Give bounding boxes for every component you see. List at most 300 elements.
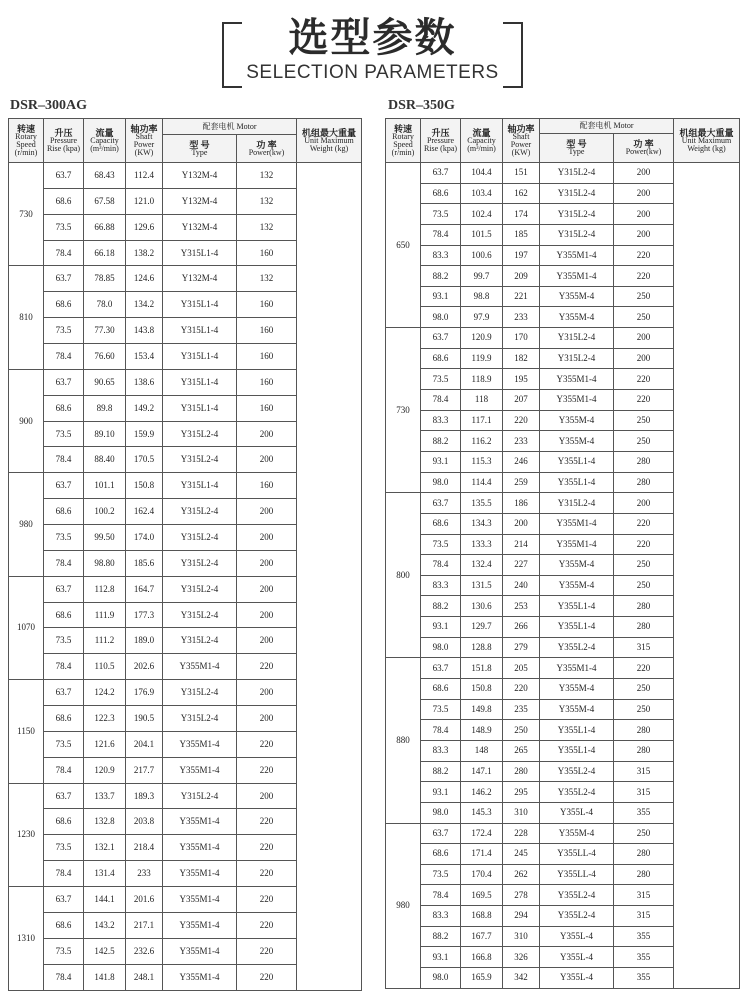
shaft-power-cell: 265 — [503, 740, 540, 761]
capacity-cell: 98.80 — [84, 550, 126, 576]
motor-power-cell: 200 — [237, 525, 297, 551]
pressure-cell: 68.6 — [44, 912, 84, 938]
col-motor: 配套电机 Motor — [540, 119, 674, 134]
col-motor-power-en: Power(kw) — [248, 147, 285, 157]
motor-type-cell: Y355M1-4 — [163, 938, 237, 964]
shaft-power-cell: 310 — [503, 926, 540, 947]
col-pressure-cn: 升压 — [54, 127, 73, 138]
col-motor-power — [237, 135, 297, 163]
motor-type-cell: Y315L2-4 — [163, 783, 237, 809]
shaft-power-cell: 129.6 — [126, 214, 163, 240]
motor-power-cell: 160 — [237, 240, 297, 266]
motor-power-cell: 280 — [614, 451, 674, 472]
col-pressure-en: Pressure Rise (kpa) — [423, 135, 458, 153]
capacity-cell: 100.2 — [84, 499, 126, 525]
shaft-power-cell: 262 — [503, 864, 540, 885]
motor-type-cell: Y355M1-4 — [163, 654, 237, 680]
pressure-cell: 88.2 — [421, 761, 461, 782]
motor-type-cell: Y315L2-4 — [540, 224, 614, 245]
motor-power-cell: 132 — [237, 214, 297, 240]
shaft-power-cell: 221 — [503, 286, 540, 307]
pressure-cell: 78.4 — [44, 344, 84, 370]
motor-type-cell: Y315L1-4 — [163, 240, 237, 266]
col-capacity-cn: 流量 — [472, 127, 491, 138]
shaft-power-cell: 209 — [503, 266, 540, 287]
col-pressure-cn: 升压 — [431, 127, 450, 138]
col-capacity — [461, 119, 503, 163]
motor-type-cell: Y355L2-4 — [540, 885, 614, 906]
col-weight-en: Unit Maximum Weight (kg) — [304, 135, 354, 153]
shaft-power-cell: 278 — [503, 885, 540, 906]
motor-power-cell: 220 — [237, 964, 297, 990]
speed-cell: 730 — [9, 163, 44, 266]
pressure-cell: 88.2 — [421, 596, 461, 617]
col-speed-en: Rotary Speed (r/min) — [391, 131, 415, 157]
capacity-cell: 67.58 — [84, 188, 126, 214]
speed-cell: 1070 — [9, 576, 44, 679]
shaft-power-cell: 201.6 — [126, 887, 163, 913]
motor-power-cell: 250 — [614, 823, 674, 844]
pressure-cell: 88.2 — [421, 431, 461, 452]
shaft-power-cell: 266 — [503, 617, 540, 638]
selection-table-left — [8, 118, 361, 991]
motor-power-cell: 280 — [614, 844, 674, 865]
shaft-power-cell: 259 — [503, 472, 540, 493]
motor-type-cell: Y355L2-4 — [540, 906, 614, 927]
pressure-cell: 78.4 — [421, 720, 461, 741]
speed-cell: 1230 — [9, 783, 44, 886]
table-body — [9, 163, 362, 991]
motor-power-cell: 220 — [237, 912, 297, 938]
motor-type-cell: Y315L1-4 — [163, 318, 237, 344]
capacity-cell: 115.3 — [461, 451, 503, 472]
col-shaft-power-en: Shaft Power (KW) — [510, 131, 532, 157]
motor-type-cell: Y355M-4 — [540, 431, 614, 452]
motor-power-cell: 250 — [614, 699, 674, 720]
motor-type-cell: Y355LL-4 — [540, 844, 614, 865]
col-motor-type-en: Type — [568, 147, 585, 156]
speed-cell: 810 — [9, 266, 44, 369]
shaft-power-cell: 197 — [503, 245, 540, 266]
motor-type-cell: Y315L2-4 — [163, 499, 237, 525]
pressure-cell: 88.2 — [421, 266, 461, 287]
motor-type-cell: Y355L2-4 — [540, 637, 614, 658]
motor-type-cell: Y355M1-4 — [163, 861, 237, 887]
motor-power-cell: 220 — [614, 245, 674, 266]
pressure-cell: 63.7 — [44, 369, 84, 395]
pressure-cell: 68.6 — [421, 348, 461, 369]
shaft-power-cell: 189.0 — [126, 628, 163, 654]
motor-power-cell: 280 — [614, 864, 674, 885]
col-motor-power — [614, 134, 674, 163]
motor-power-cell: 200 — [614, 348, 674, 369]
motor-type-cell: Y132M-4 — [163, 163, 237, 189]
motor-type-cell: Y355L1-4 — [540, 617, 614, 638]
motor-power-cell: 220 — [614, 513, 674, 534]
shaft-power-cell: 233 — [503, 431, 540, 452]
shaft-power-cell: 159.9 — [126, 421, 163, 447]
pressure-cell: 98.0 — [421, 307, 461, 328]
model-label-left: DSR–300AG — [10, 98, 88, 113]
capacity-cell: 132.8 — [84, 809, 126, 835]
motor-power-cell: 355 — [614, 926, 674, 947]
motor-type-cell: Y132M-4 — [163, 266, 237, 292]
pressure-cell: 78.4 — [44, 550, 84, 576]
col-motor-power-en: Power(kw) — [625, 147, 662, 156]
pressure-cell: 83.3 — [421, 740, 461, 761]
shaft-power-cell: 310 — [503, 802, 540, 823]
parameter-table — [385, 118, 740, 989]
shaft-power-cell: 294 — [503, 906, 540, 927]
motor-type-cell: Y355M1-4 — [163, 757, 237, 783]
shaft-power-cell: 134.2 — [126, 292, 163, 318]
capacity-cell: 132.1 — [84, 835, 126, 861]
pressure-cell: 73.5 — [44, 318, 84, 344]
motor-power-cell: 132 — [237, 266, 297, 292]
shaft-power-cell: 174.0 — [126, 525, 163, 551]
motor-type-cell: Y355L1-4 — [540, 740, 614, 761]
capacity-cell: 143.2 — [84, 912, 126, 938]
motor-power-cell: 200 — [237, 628, 297, 654]
motor-power-cell: 280 — [614, 720, 674, 741]
pressure-cell: 73.5 — [44, 938, 84, 964]
pressure-cell: 78.4 — [44, 964, 84, 990]
pressure-cell: 73.5 — [44, 731, 84, 757]
capacity-cell: 131.5 — [461, 575, 503, 596]
motor-power-cell: 160 — [237, 318, 297, 344]
motor-type-cell: Y315L2-4 — [540, 493, 614, 514]
motor-power-cell: 200 — [614, 204, 674, 225]
weight-cell — [297, 163, 362, 991]
speed-cell: 980 — [386, 823, 421, 988]
capacity-cell: 167.7 — [461, 926, 503, 947]
capacity-cell: 146.2 — [461, 782, 503, 803]
motor-power-cell: 160 — [237, 473, 297, 499]
capacity-cell: 97.9 — [461, 307, 503, 328]
shaft-power-cell: 295 — [503, 782, 540, 803]
table-header — [9, 119, 362, 163]
motor-power-cell: 200 — [614, 163, 674, 184]
shaft-power-cell: 245 — [503, 844, 540, 865]
capacity-cell: 133.7 — [84, 783, 126, 809]
shaft-power-cell: 207 — [503, 390, 540, 411]
motor-type-cell: Y315L1-4 — [163, 292, 237, 318]
shaft-power-cell: 174 — [503, 204, 540, 225]
shaft-power-cell: 203.8 — [126, 809, 163, 835]
motor-type-cell: Y355M-4 — [540, 410, 614, 431]
pressure-cell: 73.5 — [44, 835, 84, 861]
motor-type-cell: Y315L2-4 — [540, 348, 614, 369]
table-row — [386, 163, 740, 184]
motor-power-cell: 280 — [614, 596, 674, 617]
pressure-cell: 78.4 — [44, 757, 84, 783]
capacity-cell: 122.3 — [84, 706, 126, 732]
motor-type-cell: Y315L2-4 — [163, 576, 237, 602]
shaft-power-cell: 121.0 — [126, 188, 163, 214]
motor-power-cell: 355 — [614, 967, 674, 988]
col-pressure — [44, 119, 84, 163]
pressure-cell: 98.0 — [421, 637, 461, 658]
shaft-power-cell: 190.5 — [126, 706, 163, 732]
motor-power-cell: 200 — [237, 421, 297, 447]
capacity-cell: 90.65 — [84, 369, 126, 395]
col-motor-type-cn: 型 号 — [189, 139, 210, 150]
col-shaft-power-cn: 轴功率 — [507, 123, 535, 134]
motor-power-cell: 315 — [614, 906, 674, 927]
motor-power-cell: 220 — [237, 757, 297, 783]
motor-power-cell: 200 — [237, 499, 297, 525]
weight-cell — [674, 163, 740, 989]
motor-type-cell: Y315L2-4 — [540, 183, 614, 204]
motor-power-cell: 200 — [614, 224, 674, 245]
capacity-cell: 100.6 — [461, 245, 503, 266]
pressure-cell: 73.5 — [44, 525, 84, 551]
pressure-cell: 63.7 — [44, 576, 84, 602]
pressure-cell: 83.3 — [421, 410, 461, 431]
capacity-cell: 89.10 — [84, 421, 126, 447]
pressure-cell: 98.0 — [421, 802, 461, 823]
pressure-cell: 73.5 — [44, 214, 84, 240]
pressure-cell: 93.1 — [421, 451, 461, 472]
col-capacity — [84, 119, 126, 163]
motor-type-cell: Y315L1-4 — [163, 369, 237, 395]
motor-type-cell: Y315L1-4 — [163, 344, 237, 370]
motor-power-cell: 280 — [614, 472, 674, 493]
col-speed — [9, 119, 44, 163]
pressure-cell: 68.6 — [421, 679, 461, 700]
col-motor: 配套电机 Motor — [163, 119, 297, 135]
motor-type-cell: Y355M1-4 — [163, 887, 237, 913]
capacity-cell: 134.3 — [461, 513, 503, 534]
motor-type-cell: Y315L2-4 — [163, 602, 237, 628]
pressure-cell: 73.5 — [421, 864, 461, 885]
pressure-cell: 78.4 — [421, 390, 461, 411]
col-motor-type — [540, 134, 614, 163]
motor-type-cell: Y315L2-4 — [540, 204, 614, 225]
capacity-cell: 101.1 — [84, 473, 126, 499]
capacity-cell: 77.30 — [84, 318, 126, 344]
col-speed-en: Rotary Speed (r/min) — [14, 131, 38, 157]
motor-type-cell: Y355M1-4 — [163, 964, 237, 990]
motor-power-cell: 200 — [237, 783, 297, 809]
shaft-power-cell: 189.3 — [126, 783, 163, 809]
capacity-cell: 149.8 — [461, 699, 503, 720]
motor-type-cell: Y355M-4 — [540, 575, 614, 596]
speed-cell: 1150 — [9, 680, 44, 783]
capacity-cell: 102.4 — [461, 204, 503, 225]
motor-power-cell: 250 — [614, 431, 674, 452]
motor-power-cell: 200 — [237, 602, 297, 628]
motor-type-cell: Y315L1-4 — [163, 473, 237, 499]
shaft-power-cell: 279 — [503, 637, 540, 658]
capacity-cell: 150.8 — [461, 679, 503, 700]
pressure-cell: 88.2 — [421, 926, 461, 947]
capacity-cell: 121.6 — [84, 731, 126, 757]
motor-power-cell: 220 — [237, 731, 297, 757]
capacity-cell: 118.9 — [461, 369, 503, 390]
capacity-cell: 145.3 — [461, 802, 503, 823]
pressure-cell: 83.3 — [421, 906, 461, 927]
motor-type-cell: Y355M1-4 — [540, 658, 614, 679]
capacity-cell: 169.5 — [461, 885, 503, 906]
shaft-power-cell: 248.1 — [126, 964, 163, 990]
motor-power-cell: 220 — [614, 534, 674, 555]
shaft-power-cell: 164.7 — [126, 576, 163, 602]
shaft-power-cell: 217.7 — [126, 757, 163, 783]
motor-type-cell: Y355L-4 — [540, 967, 614, 988]
motor-power-cell: 200 — [237, 706, 297, 732]
capacity-cell: 120.9 — [461, 328, 503, 349]
pressure-cell: 63.7 — [44, 473, 84, 499]
shaft-power-cell: 195 — [503, 369, 540, 390]
motor-power-cell: 250 — [614, 307, 674, 328]
capacity-cell: 141.8 — [84, 964, 126, 990]
col-weight — [297, 119, 362, 163]
pressure-cell: 83.3 — [421, 245, 461, 266]
motor-power-cell: 200 — [237, 447, 297, 473]
capacity-cell: 168.8 — [461, 906, 503, 927]
pressure-cell: 98.0 — [421, 472, 461, 493]
shaft-power-cell: 162.4 — [126, 499, 163, 525]
speed-cell: 730 — [386, 328, 421, 493]
motor-power-cell: 200 — [614, 493, 674, 514]
shaft-power-cell: 170 — [503, 328, 540, 349]
capacity-cell: 128.8 — [461, 637, 503, 658]
page-title-en: SELECTION PARAMETERS — [246, 62, 499, 83]
shaft-power-cell: 214 — [503, 534, 540, 555]
motor-power-cell: 200 — [237, 576, 297, 602]
capacity-cell: 132.4 — [461, 555, 503, 576]
shaft-power-cell: 112.4 — [126, 163, 163, 189]
table-row — [9, 163, 362, 189]
capacity-cell: 166.8 — [461, 947, 503, 968]
shaft-power-cell: 124.6 — [126, 266, 163, 292]
motor-power-cell: 220 — [614, 369, 674, 390]
pressure-cell: 68.6 — [44, 706, 84, 732]
capacity-cell: 103.4 — [461, 183, 503, 204]
motor-power-cell: 220 — [237, 809, 297, 835]
pressure-cell: 63.7 — [421, 493, 461, 514]
motor-type-cell: Y355L2-4 — [540, 782, 614, 803]
col-motor-type — [163, 135, 237, 163]
motor-type-cell: Y355M1-4 — [540, 369, 614, 390]
pressure-cell: 63.7 — [421, 823, 461, 844]
motor-type-cell: Y355L-4 — [540, 947, 614, 968]
capacity-cell: 99.50 — [84, 525, 126, 551]
pressure-cell: 78.4 — [421, 224, 461, 245]
shaft-power-cell: 138.6 — [126, 369, 163, 395]
pressure-cell: 68.6 — [421, 513, 461, 534]
shaft-power-cell: 205 — [503, 658, 540, 679]
col-pressure — [421, 119, 461, 163]
pressure-cell: 63.7 — [421, 328, 461, 349]
shaft-power-cell: 176.9 — [126, 680, 163, 706]
motor-type-cell: Y355L-4 — [540, 926, 614, 947]
shaft-power-cell: 151 — [503, 163, 540, 184]
col-motor-power-cn: 功 率 — [256, 139, 277, 150]
capacity-cell: 142.5 — [84, 938, 126, 964]
motor-power-cell: 160 — [237, 292, 297, 318]
shaft-power-cell: 240 — [503, 575, 540, 596]
pressure-cell: 73.5 — [44, 421, 84, 447]
col-shaft-power — [126, 119, 163, 163]
shaft-power-cell: 150.8 — [126, 473, 163, 499]
col-motor-power-cn: 功 率 — [633, 139, 654, 149]
shaft-power-cell: 162 — [503, 183, 540, 204]
motor-power-cell: 315 — [614, 761, 674, 782]
shaft-power-cell: 235 — [503, 699, 540, 720]
pressure-cell: 68.6 — [44, 188, 84, 214]
shaft-power-cell: 228 — [503, 823, 540, 844]
motor-type-cell: Y355M-4 — [540, 286, 614, 307]
pressure-cell: 78.4 — [421, 555, 461, 576]
pressure-cell: 78.4 — [44, 861, 84, 887]
table-header — [386, 119, 740, 163]
motor-power-cell: 220 — [237, 887, 297, 913]
motor-power-cell: 315 — [614, 782, 674, 803]
motor-type-cell: Y355M1-4 — [540, 534, 614, 555]
pressure-cell: 78.4 — [421, 885, 461, 906]
motor-power-cell: 315 — [614, 885, 674, 906]
motor-power-cell: 132 — [237, 188, 297, 214]
pressure-cell: 68.6 — [44, 809, 84, 835]
motor-power-cell: 250 — [614, 679, 674, 700]
motor-power-cell: 220 — [237, 835, 297, 861]
capacity-cell: 118 — [461, 390, 503, 411]
capacity-cell: 88.40 — [84, 447, 126, 473]
capacity-cell: 110.5 — [84, 654, 126, 680]
capacity-cell: 78.0 — [84, 292, 126, 318]
shaft-power-cell: 218.4 — [126, 835, 163, 861]
capacity-cell: 111.9 — [84, 602, 126, 628]
col-weight-cn: 机组最大重量 — [679, 127, 734, 138]
pressure-cell: 73.5 — [421, 534, 461, 555]
pressure-cell: 73.5 — [421, 369, 461, 390]
speed-cell: 980 — [9, 473, 44, 576]
col-motor-type-en: Type — [191, 147, 208, 157]
capacity-cell: 111.2 — [84, 628, 126, 654]
shaft-power-cell: 250 — [503, 720, 540, 741]
motor-type-cell: Y132M-4 — [163, 214, 237, 240]
motor-type-cell: Y315L2-4 — [163, 706, 237, 732]
capacity-cell: 147.1 — [461, 761, 503, 782]
motor-power-cell: 315 — [614, 637, 674, 658]
pressure-cell: 63.7 — [421, 658, 461, 679]
col-motor-type-cn: 型 号 — [566, 139, 587, 149]
motor-type-cell: Y355M-4 — [540, 307, 614, 328]
motor-power-cell: 160 — [237, 395, 297, 421]
motor-type-cell: Y355L1-4 — [540, 596, 614, 617]
col-pressure-en: Pressure Rise (kpa) — [46, 135, 81, 153]
motor-type-cell: Y355LL-4 — [540, 864, 614, 885]
pressure-cell: 68.6 — [44, 499, 84, 525]
capacity-cell: 171.4 — [461, 844, 503, 865]
capacity-cell: 129.7 — [461, 617, 503, 638]
page-title-cn: 选型参数 — [288, 15, 457, 61]
capacity-cell: 120.9 — [84, 757, 126, 783]
pressure-cell: 68.6 — [421, 844, 461, 865]
motor-power-cell: 132 — [237, 163, 297, 189]
motor-type-cell: Y132M-4 — [163, 188, 237, 214]
motor-type-cell: Y355L1-4 — [540, 472, 614, 493]
motor-type-cell: Y355M1-4 — [540, 513, 614, 534]
motor-power-cell: 200 — [614, 183, 674, 204]
pressure-cell: 78.4 — [44, 240, 84, 266]
motor-type-cell: Y355L1-4 — [540, 451, 614, 472]
motor-power-cell: 160 — [237, 344, 297, 370]
shaft-power-cell: 342 — [503, 967, 540, 988]
capacity-cell: 170.4 — [461, 864, 503, 885]
